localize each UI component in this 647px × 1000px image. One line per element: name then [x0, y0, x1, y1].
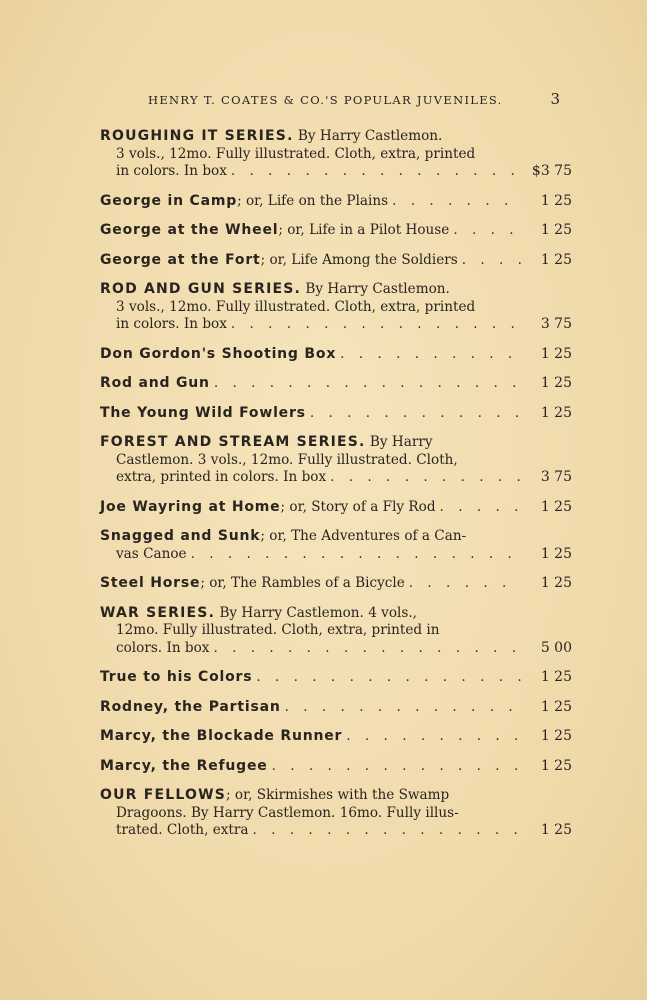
- catalog-entry: [100, 405, 572, 423]
- book-title: Don Gordon's Shooting Box: [100, 345, 337, 362]
- book-subtitle-continued: vas Canoe: [116, 545, 187, 562]
- entry-line: [100, 316, 572, 334]
- leader-dots: [285, 699, 522, 717]
- entry-line: [100, 699, 572, 717]
- leader-dots: [392, 193, 522, 211]
- entry-line: [100, 805, 572, 823]
- series-description: in colors. In box: [116, 163, 227, 179]
- entry-line: [100, 222, 572, 240]
- entry-line: [100, 822, 572, 840]
- entry-line: [100, 128, 572, 146]
- book-title: George at the Fort: [100, 251, 261, 268]
- book-title: True to his Colors: [100, 669, 253, 685]
- entry-line: [100, 758, 572, 776]
- entry-line: [100, 252, 572, 270]
- catalog-entry: [100, 728, 572, 746]
- catalog-entry: [100, 669, 572, 687]
- series-title: WAR SERIES.: [100, 604, 216, 621]
- book-title: Joe Wayring at Home: [100, 498, 281, 515]
- leader-dots: [409, 575, 522, 593]
- catalog-entry: [100, 375, 572, 393]
- series-description: 12mo. Fully illustrated. Cloth, extra, printed in: [116, 622, 440, 638]
- book-subtitle: ; or, The Adventures of a Can-: [260, 528, 467, 544]
- leader-dots: [231, 316, 522, 334]
- entry-line: [100, 669, 572, 687]
- series-description: Castlemon. 3 vols., 12mo. Fully illustrated. Cloth,: [116, 451, 458, 468]
- price: 1 25: [540, 345, 572, 362]
- book-subtitle: ; or, Life in a Pilot House: [278, 222, 450, 238]
- book-subtitle: ; or, The Rambles of a Bicycle: [200, 575, 405, 591]
- book-title: Steel Horse: [100, 575, 201, 591]
- book-title: OUR FELLOWS: [100, 787, 227, 803]
- leader-dots: [453, 222, 522, 240]
- series-title: ROUGHING IT SERIES.: [100, 128, 294, 144]
- series-description: colors. In box: [116, 639, 210, 656]
- entry-line: [100, 434, 572, 452]
- price: 1 25: [540, 545, 572, 562]
- series-description: By Harry Castlemon.: [305, 281, 450, 297]
- entry-line: [100, 575, 572, 593]
- catalog-entry: [100, 193, 572, 211]
- series-title: FOREST AND STREAM SERIES.: [100, 434, 366, 450]
- entry-line: [100, 163, 572, 181]
- book-description: trated. Cloth, extra: [116, 822, 249, 838]
- book-title: Rod and Gun: [100, 375, 210, 391]
- catalog-entry-series: [100, 281, 572, 334]
- book-title: The Young Wild Fowlers: [100, 404, 306, 421]
- price: 1 25: [540, 822, 572, 838]
- series-description: By Harry Castlemon.: [297, 128, 443, 144]
- book-subtitle: ; or, Life Among the Soldiers: [260, 251, 458, 268]
- catalog-entry: [100, 575, 572, 593]
- book-description: Dragoons. By Harry Castlemon. 16mo. Fully illus-: [116, 804, 459, 821]
- running-head-text: HENRY T. COATES & CO.'S POPULAR JUVENILES.: [148, 93, 503, 107]
- catalog-entry: [100, 252, 572, 270]
- catalog-entry-series: [100, 605, 572, 658]
- leader-dots: [462, 252, 522, 270]
- price: 3 75: [540, 316, 572, 332]
- leader-dots: [231, 163, 522, 181]
- catalog-entry: [100, 758, 572, 776]
- entry-line: [100, 605, 572, 623]
- entry-line: [100, 346, 572, 364]
- catalog-entry: [100, 346, 572, 364]
- catalog-entry-series: [100, 128, 572, 181]
- catalog-entries: [100, 128, 572, 852]
- entry-line: [100, 375, 572, 393]
- entry-line: [100, 640, 572, 658]
- series-description: 3 vols., 12mo. Fully illustrated. Cloth, extra, printed: [116, 145, 476, 162]
- running-head: [148, 90, 568, 108]
- leader-dots: [253, 822, 523, 840]
- series-description: extra, printed in colors. In box: [116, 469, 327, 485]
- leader-dots: [346, 728, 522, 746]
- entry-line: [100, 787, 572, 805]
- leader-dots: [310, 405, 522, 423]
- entry-line: [100, 193, 572, 211]
- book-subtitle: ; or, Story of a Fly Rod: [280, 498, 436, 515]
- series-description: in colors. In box: [116, 316, 227, 332]
- price: 5 00: [540, 639, 572, 656]
- book-description: ; or, Skirmishes with the Swamp: [226, 787, 450, 803]
- price: 1 25: [540, 404, 572, 421]
- entry-line: [100, 499, 572, 517]
- price: 1 25: [540, 375, 572, 391]
- leader-dots: [256, 669, 522, 687]
- book-title: George at the Wheel: [100, 222, 279, 238]
- price: 1 25: [540, 698, 572, 715]
- series-description: By Harry Castlemon. 4 vols.,: [219, 604, 417, 621]
- price: 1 25: [540, 669, 572, 685]
- entry-line: [100, 546, 572, 564]
- price: 1 25: [540, 222, 572, 238]
- leader-dots: [340, 346, 522, 364]
- book-title: Rodney, the Partisan: [100, 698, 281, 715]
- catalog-entry: [100, 499, 572, 517]
- book-subtitle: ; or, Life on the Plains: [237, 192, 389, 209]
- price: 1 25: [540, 498, 572, 515]
- leader-dots: [213, 640, 522, 658]
- entry-line: [100, 281, 572, 299]
- entry-line: [100, 728, 572, 746]
- catalog-entry: [100, 528, 572, 563]
- catalog-entry: [100, 699, 572, 717]
- leader-dots: [272, 758, 522, 776]
- catalog-entry: [100, 787, 572, 840]
- leader-dots: [330, 469, 522, 487]
- price: $3 75: [531, 163, 572, 179]
- entry-line: [100, 299, 572, 317]
- page-number: 3: [550, 90, 560, 108]
- book-title: Marcy, the Refugee: [100, 757, 268, 774]
- price: 1 25: [540, 251, 572, 268]
- price: 1 25: [540, 728, 572, 744]
- entry-line: [100, 452, 572, 470]
- catalog-entry: [100, 222, 572, 240]
- book-title: Snagged and Sunk: [100, 528, 261, 544]
- leader-dots: [214, 375, 522, 393]
- entry-line: [100, 528, 572, 546]
- book-title: Marcy, the Blockade Runner: [100, 728, 343, 744]
- series-description: 3 vols., 12mo. Fully illustrated. Cloth, extra, printed: [116, 298, 476, 315]
- entry-line: [100, 146, 572, 164]
- price: 1 25: [540, 192, 572, 209]
- book-title: George in Camp: [100, 192, 238, 209]
- entry-line: [100, 469, 572, 487]
- series-title: ROD AND GUN SERIES.: [100, 281, 302, 297]
- leader-dots: [440, 499, 522, 517]
- entry-line: [100, 405, 572, 423]
- price: 1 25: [540, 575, 572, 591]
- price: 3 75: [540, 469, 572, 485]
- entry-line: [100, 622, 572, 640]
- catalog-entry-series: [100, 434, 572, 487]
- series-description: By Harry: [369, 434, 433, 450]
- price: 1 25: [540, 757, 572, 774]
- leader-dots: [191, 546, 522, 564]
